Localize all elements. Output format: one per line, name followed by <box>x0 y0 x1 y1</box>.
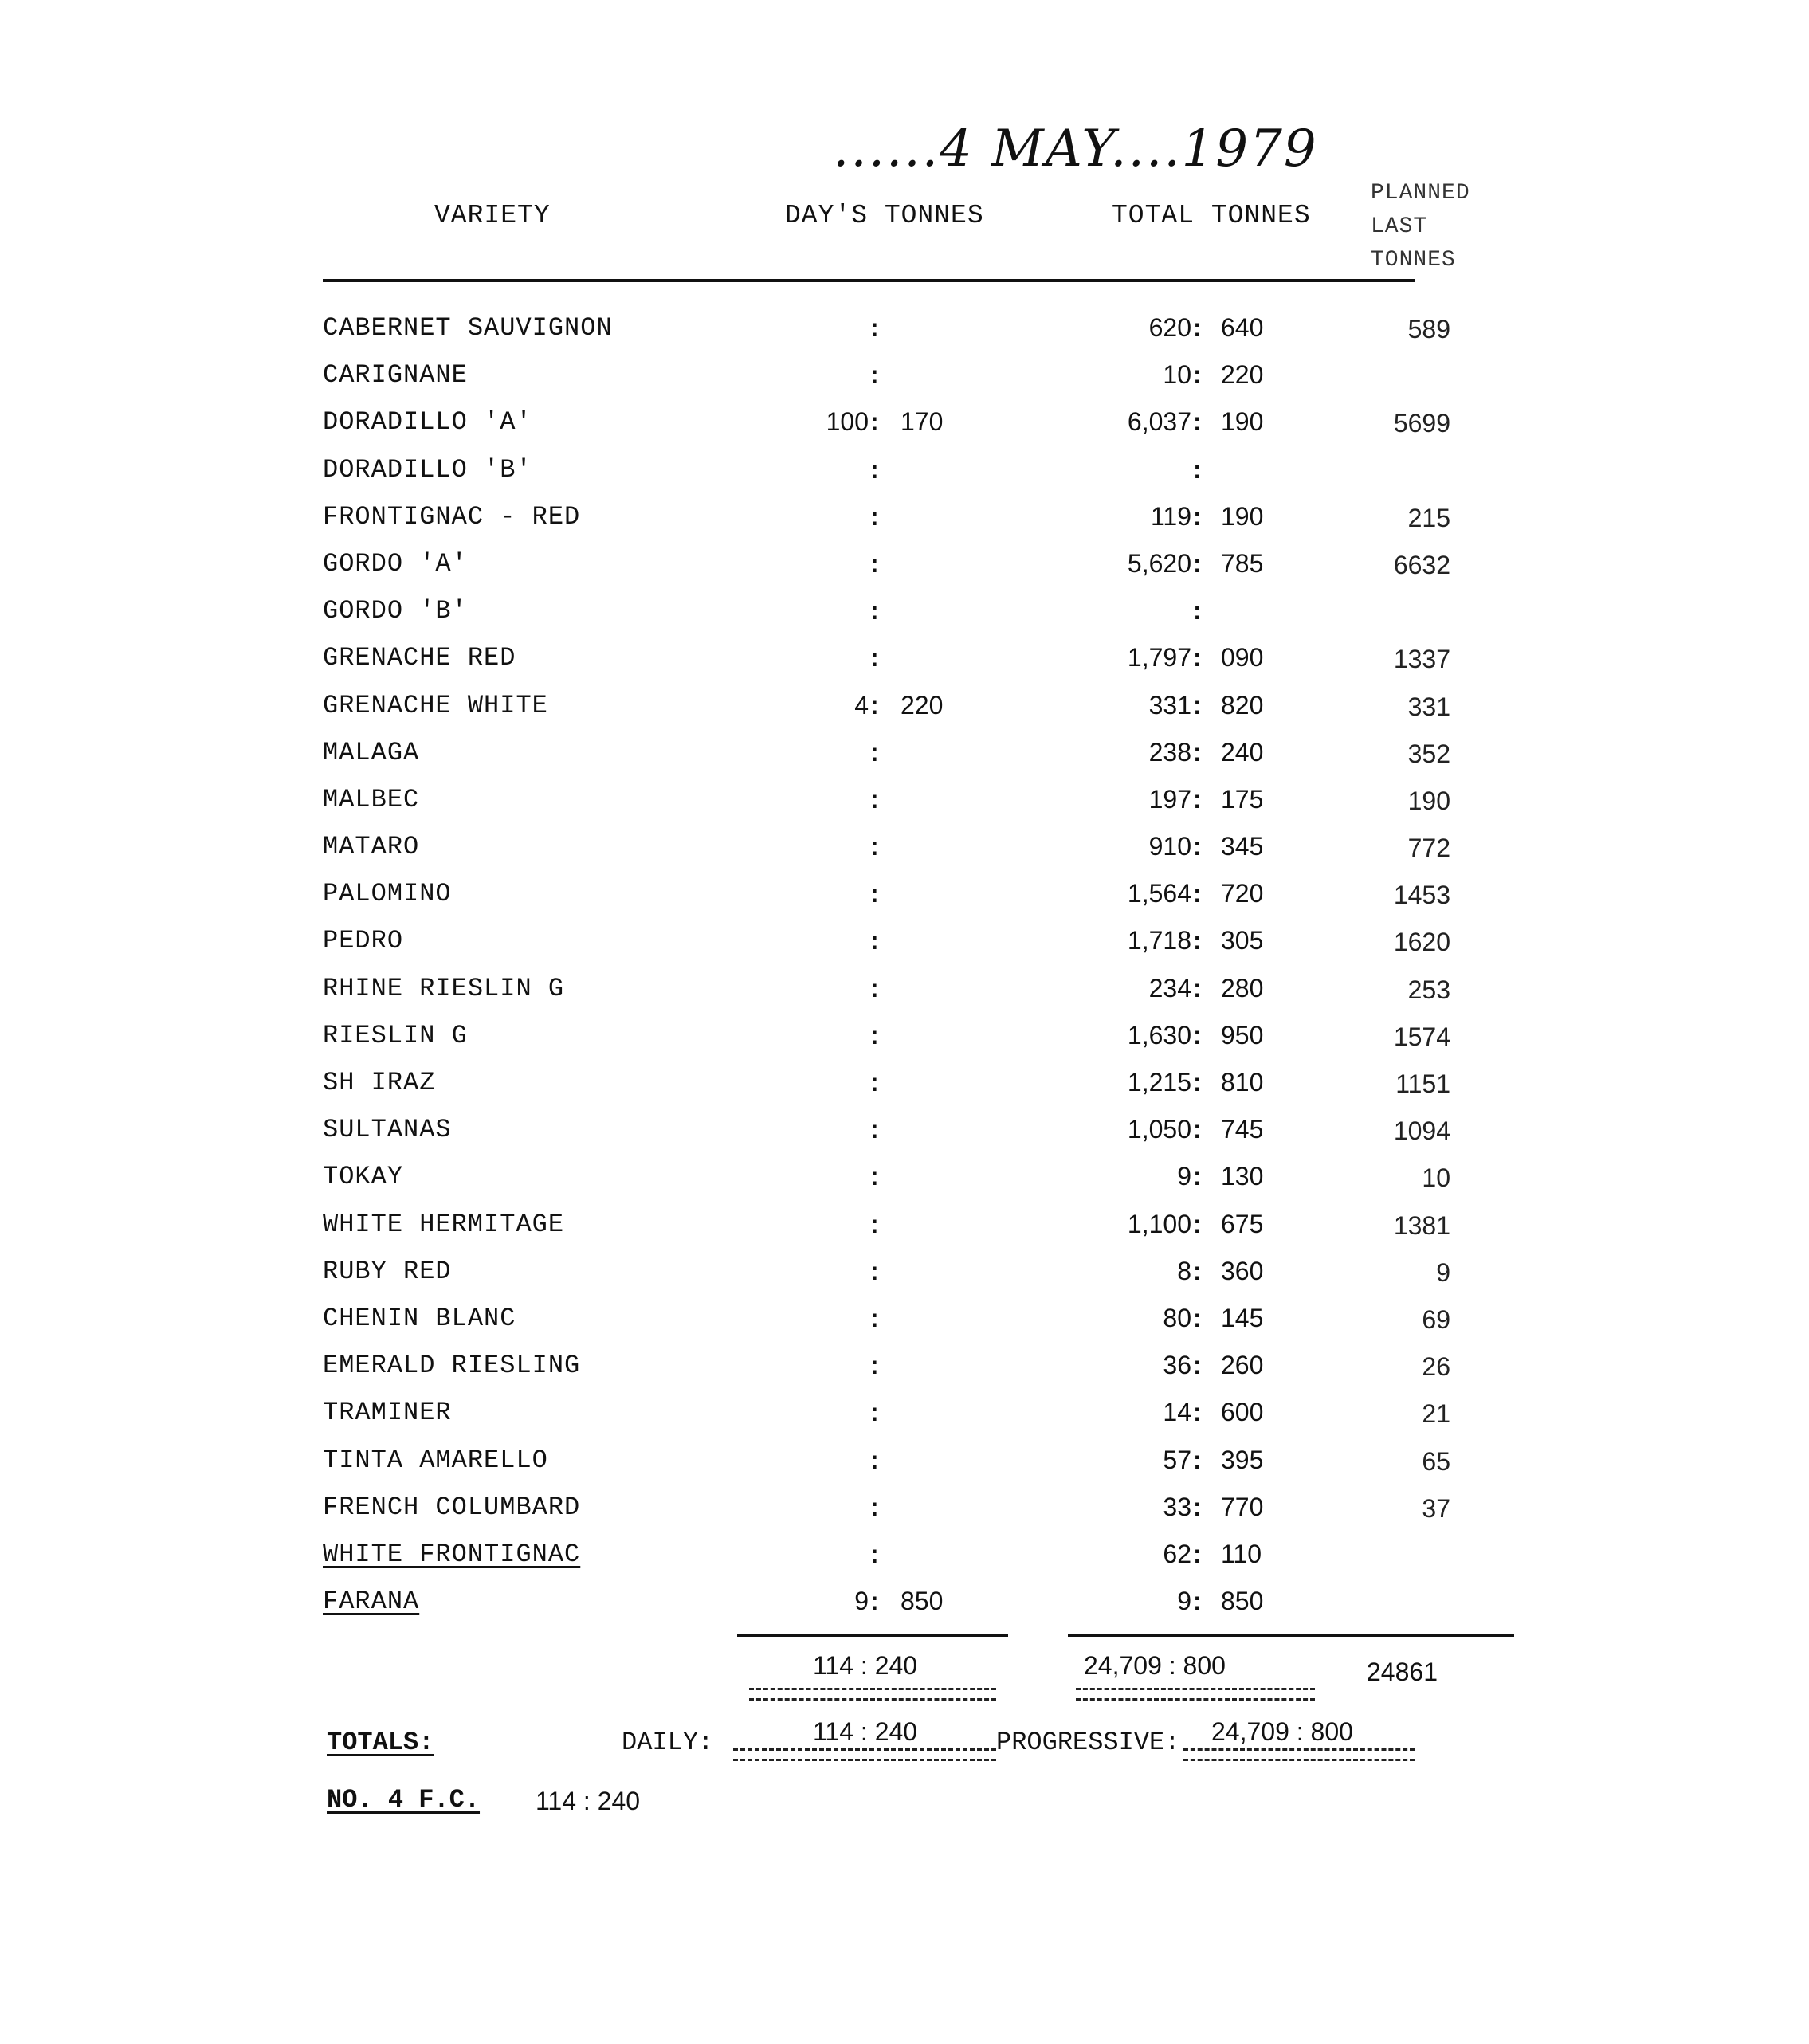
total-tonnes-whole: 9 <box>1177 1587 1191 1616</box>
total-tonnes-separator: : <box>1193 832 1202 861</box>
planned-tonnes: 215 <box>1407 503 1450 532</box>
total-tonnes-part: 145 <box>1221 1303 1264 1332</box>
days-tonnes-separator: : <box>870 1068 879 1097</box>
variety-name: SULTANAS <box>323 1115 452 1145</box>
planned-tonnes: 1337 <box>1393 645 1450 674</box>
table-row <box>0 967 1809 1014</box>
planned-tonnes: 772 <box>1407 834 1450 863</box>
total-tonnes-part: 675 <box>1221 1209 1264 1238</box>
total-tonnes-part: 950 <box>1221 1020 1264 1049</box>
table-row <box>0 307 1809 354</box>
total-tonnes-separator: : <box>1193 501 1202 531</box>
total-tonnes-part: 850 <box>1221 1587 1264 1616</box>
planned-tonnes: 65 <box>1422 1446 1450 1476</box>
column-header-planned-line3: TONNES <box>1371 248 1456 273</box>
days-tonnes-separator: : <box>870 1539 879 1568</box>
column-header-planned <box>1371 177 1490 277</box>
total-tonnes-part: 770 <box>1221 1492 1264 1521</box>
total-tonnes-separator: : <box>1193 313 1202 342</box>
planned-tonnes: 69 <box>1422 1304 1450 1334</box>
days-tonnes-separator: : <box>870 643 879 673</box>
total-tonnes-separator: : <box>1193 1068 1202 1097</box>
total-tonnes-part: 360 <box>1221 1256 1264 1285</box>
total-tonnes-part: 090 <box>1221 643 1264 673</box>
planned-tonnes: 1620 <box>1393 928 1450 957</box>
variety-name: FRONTIGNAC - RED <box>323 501 581 532</box>
total-tonnes-separator: : <box>1193 1492 1202 1521</box>
total-tonnes-separator: : <box>1193 1020 1202 1049</box>
total-tonnes-part: 395 <box>1221 1445 1264 1474</box>
table-row <box>0 1203 1809 1250</box>
total-tonnes-whole: 1,215 <box>1127 1068 1191 1097</box>
total-tonnes-whole: 80 <box>1163 1303 1191 1332</box>
total-tonnes-separator: : <box>1193 690 1202 720</box>
variety-name: DORADILLO 'B' <box>323 454 532 485</box>
total-tonnes-part: 820 <box>1221 690 1264 720</box>
total-tonnes-part: 190 <box>1221 407 1264 437</box>
table-row <box>0 1344 1809 1391</box>
day-total-value: 114 : 240 <box>813 1651 918 1680</box>
total-tonnes-whole: 10 <box>1163 360 1191 390</box>
total-sum-rule <box>1068 1634 1514 1637</box>
table-row <box>0 1391 1809 1438</box>
planned-tonnes: 26 <box>1422 1352 1450 1382</box>
day-total-double-rule <box>749 1688 996 1701</box>
total-tonnes-part: 600 <box>1221 1398 1264 1427</box>
report-date: ......4 MAY....1979 <box>833 120 1318 179</box>
total-tonnes-separator: : <box>1193 1209 1202 1238</box>
no4-fc-value: 114 : 240 <box>536 1787 641 1815</box>
days-tonnes-whole: 9 <box>854 1587 869 1616</box>
variety-table <box>0 307 1809 1627</box>
planned-tonnes: 5699 <box>1393 409 1450 438</box>
total-tonnes-part: 280 <box>1221 973 1264 1002</box>
total-tonnes-separator: : <box>1193 1256 1202 1285</box>
total-tonnes-separator: : <box>1193 784 1202 814</box>
days-tonnes-separator: : <box>870 926 879 955</box>
column-header-planned-line1: PLANNED <box>1371 181 1470 206</box>
total-tonnes-whole: 1,718 <box>1127 926 1191 955</box>
total-tonnes-separator: : <box>1193 1398 1202 1427</box>
variety-name: GORDO 'B' <box>323 596 468 626</box>
variety-name: SH IRAZ <box>323 1068 436 1097</box>
variety-name: MALAGA <box>323 737 420 767</box>
table-row <box>0 1297 1809 1344</box>
days-tonnes-part: 220 <box>901 690 944 720</box>
variety-name: CHENIN BLANC <box>323 1303 516 1333</box>
no4-fc-label: NO. 4 F.C. <box>327 1785 481 1814</box>
daily-double-rule <box>733 1748 996 1761</box>
total-tonnes-whole: 1,630 <box>1127 1020 1191 1049</box>
planned-tonnes: 9 <box>1436 1257 1450 1287</box>
days-tonnes-separator: : <box>870 973 879 1002</box>
variety-name: PALOMINO <box>323 879 452 909</box>
days-tonnes-separator: : <box>870 1162 879 1191</box>
table-row <box>0 496 1809 543</box>
variety-name: RIESLIN G <box>323 1020 468 1050</box>
days-tonnes-separator: : <box>870 737 879 767</box>
days-tonnes-separator: : <box>870 1398 879 1427</box>
variety-name: EMERALD RIESLING <box>323 1351 581 1381</box>
days-tonnes-separator: : <box>870 1587 879 1616</box>
table-row <box>0 1061 1809 1108</box>
total-tonnes-separator: : <box>1193 596 1202 626</box>
variety-name: WHITE FRONTIGNAC <box>323 1539 581 1569</box>
planned-tonnes: 331 <box>1407 692 1450 721</box>
table-row <box>0 732 1809 779</box>
days-tonnes-separator: : <box>870 313 879 342</box>
days-tonnes-separator: : <box>870 1020 879 1049</box>
total-tonnes-whole: 1,050 <box>1127 1115 1191 1144</box>
days-tonnes-separator: : <box>870 1303 879 1332</box>
total-tonnes-part: 785 <box>1221 548 1264 578</box>
days-tonnes-separator: : <box>870 690 879 720</box>
total-tonnes-separator: : <box>1193 1445 1202 1474</box>
total-tonnes-separator: : <box>1193 1351 1202 1380</box>
total-tonnes-whole: 234 <box>1148 973 1191 1002</box>
variety-name: WHITE HERMITAGE <box>323 1209 565 1239</box>
planned-total-value: 24861 <box>1367 1658 1438 1686</box>
planned-tonnes: 190 <box>1407 786 1450 815</box>
variety-name: GORDO 'A' <box>323 548 468 579</box>
total-tonnes-whole: 33 <box>1163 1492 1191 1521</box>
table-row <box>0 1155 1809 1202</box>
days-tonnes-separator: : <box>870 879 879 908</box>
planned-tonnes: 589 <box>1407 315 1450 343</box>
variety-name: DORADILLO 'A' <box>323 407 532 437</box>
planned-tonnes: 1453 <box>1393 881 1450 910</box>
total-tonnes-separator: : <box>1193 407 1202 437</box>
total-tonnes-whole: 1,797 <box>1127 643 1191 673</box>
days-tonnes-separator: : <box>870 548 879 578</box>
total-tonnes-whole: 331 <box>1148 690 1191 720</box>
total-tonnes-part: 720 <box>1221 879 1264 908</box>
total-tonnes-whole: 62 <box>1163 1539 1191 1568</box>
total-tonnes-separator: : <box>1193 454 1202 484</box>
variety-name: TRAMINER <box>323 1398 452 1428</box>
total-tonnes-whole: 57 <box>1163 1445 1191 1474</box>
table-row <box>0 685 1809 732</box>
total-tonnes-whole: 620 <box>1148 313 1191 342</box>
total-tonnes-whole: 36 <box>1163 1351 1191 1380</box>
days-tonnes-whole: 4 <box>854 690 869 720</box>
days-tonnes-separator: : <box>870 832 879 861</box>
total-tonnes-whole: 14 <box>1163 1398 1191 1427</box>
progressive-value: 24,709 : 800 <box>1211 1717 1353 1746</box>
days-tonnes-separator: : <box>870 1115 879 1144</box>
grand-total-double-rule <box>1076 1688 1315 1701</box>
variety-name: MALBEC <box>323 784 420 814</box>
planned-tonnes: 253 <box>1407 975 1450 1004</box>
planned-tonnes: 1151 <box>1395 1069 1450 1098</box>
variety-name: RHINE RIESLIN G <box>323 973 565 1003</box>
table-row <box>0 1533 1809 1580</box>
table-row <box>0 1580 1809 1627</box>
days-tonnes-separator: : <box>870 1492 879 1521</box>
total-tonnes-part: 220 <box>1221 360 1264 390</box>
variety-name: TINTA AMARELLO <box>323 1445 548 1475</box>
total-tonnes-separator: : <box>1193 879 1202 908</box>
planned-tonnes: 10 <box>1422 1163 1450 1193</box>
total-tonnes-separator: : <box>1193 360 1202 390</box>
variety-name: TOKAY <box>323 1162 404 1192</box>
column-header-variety: VARIETY <box>434 201 551 230</box>
daily-label: DAILY: <box>622 1728 714 1757</box>
table-row <box>0 826 1809 873</box>
day-sum-rule <box>737 1634 1008 1637</box>
total-tonnes-whole: 197 <box>1148 784 1191 814</box>
planned-tonnes: 37 <box>1422 1493 1450 1523</box>
days-tonnes-separator: : <box>870 1256 879 1285</box>
total-tonnes-part: 110 <box>1221 1539 1262 1568</box>
total-tonnes-whole: 119 <box>1150 501 1191 531</box>
planned-tonnes: 1381 <box>1393 1210 1450 1240</box>
total-tonnes-separator: : <box>1193 548 1202 578</box>
table-row <box>0 920 1809 967</box>
days-tonnes-separator: : <box>870 454 879 484</box>
days-tonnes-separator: : <box>870 501 879 531</box>
daily-value: 114 : 240 <box>813 1717 918 1746</box>
total-tonnes-separator: : <box>1193 1162 1202 1191</box>
days-tonnes-whole: 100 <box>826 407 869 437</box>
planned-tonnes: 352 <box>1407 739 1450 768</box>
days-tonnes-separator: : <box>870 596 879 626</box>
variety-name: PEDRO <box>323 926 404 956</box>
table-row <box>0 354 1809 401</box>
column-header-planned-line2: LAST <box>1371 214 1428 239</box>
total-tonnes-part: 190 <box>1221 501 1264 531</box>
column-header-total-tonnes: TOTAL TONNES <box>1112 201 1311 230</box>
planned-tonnes: 21 <box>1422 1399 1450 1429</box>
progressive-label: PROGRESSIVE: <box>996 1728 1180 1757</box>
table-row <box>0 1439 1809 1486</box>
total-tonnes-part: 345 <box>1221 832 1264 861</box>
total-tonnes-separator: : <box>1193 926 1202 955</box>
total-tonnes-part: 810 <box>1221 1068 1264 1097</box>
planned-tonnes: 1094 <box>1393 1116 1450 1146</box>
days-tonnes-separator: : <box>870 1209 879 1238</box>
days-tonnes-separator: : <box>870 360 879 390</box>
planned-tonnes: 1574 <box>1393 1022 1450 1051</box>
table-row <box>0 1014 1809 1061</box>
table-row <box>0 1486 1809 1533</box>
total-tonnes-part: 260 <box>1221 1351 1264 1380</box>
total-tonnes-separator: : <box>1193 1303 1202 1332</box>
days-tonnes-separator: : <box>870 407 879 437</box>
total-tonnes-whole: 8 <box>1177 1256 1191 1285</box>
variety-name: MATARO <box>323 832 420 862</box>
table-row <box>0 779 1809 826</box>
variety-name: RUBY RED <box>323 1256 452 1286</box>
days-tonnes-separator: : <box>870 1351 879 1380</box>
total-tonnes-part: 745 <box>1221 1115 1264 1144</box>
days-tonnes-part: 170 <box>901 407 944 437</box>
total-tonnes-whole: 910 <box>1148 832 1191 861</box>
column-header-days-tonnes: DAY'S TONNES <box>785 201 984 230</box>
totals-label: TOTALS: <box>327 1728 434 1757</box>
total-tonnes-separator: : <box>1193 643 1202 673</box>
total-tonnes-whole: 238 <box>1148 737 1191 767</box>
table-row <box>0 1108 1809 1155</box>
table-row <box>0 543 1809 590</box>
total-tonnes-separator: : <box>1193 973 1202 1002</box>
variety-name: GRENACHE RED <box>323 643 516 673</box>
total-tonnes-separator: : <box>1193 737 1202 767</box>
table-row <box>0 449 1809 496</box>
total-tonnes-whole: 9 <box>1177 1162 1191 1191</box>
total-tonnes-whole: 5,620 <box>1127 548 1191 578</box>
planned-tonnes: 6632 <box>1393 550 1450 579</box>
table-row <box>0 873 1809 920</box>
table-row <box>0 590 1809 637</box>
total-tonnes-separator: : <box>1193 1115 1202 1144</box>
total-tonnes-part: 130 <box>1221 1162 1264 1191</box>
variety-name: FARANA <box>323 1587 420 1617</box>
variety-name: CABERNET SAUVIGNON <box>323 313 613 343</box>
total-tonnes-part: 240 <box>1221 737 1264 767</box>
variety-name: FRENCH COLUMBARD <box>323 1492 581 1522</box>
grand-total-value: 24,709 : 800 <box>1084 1651 1226 1680</box>
days-tonnes-separator: : <box>870 784 879 814</box>
total-tonnes-separator: : <box>1193 1587 1202 1616</box>
total-tonnes-part: 640 <box>1221 313 1264 342</box>
days-tonnes-separator: : <box>870 1445 879 1474</box>
total-tonnes-part: 305 <box>1221 926 1264 955</box>
table-row <box>0 401 1809 448</box>
total-tonnes-part: 175 <box>1221 784 1264 814</box>
progressive-double-rule <box>1183 1748 1415 1761</box>
days-tonnes-part: 850 <box>901 1587 944 1616</box>
total-tonnes-whole: 1,100 <box>1127 1209 1191 1238</box>
variety-name: GRENACHE WHITE <box>323 690 548 720</box>
table-row <box>0 637 1809 684</box>
total-tonnes-separator: : <box>1193 1539 1202 1568</box>
variety-name: CARIGNANE <box>323 360 468 390</box>
total-tonnes-whole: 1,564 <box>1127 879 1191 908</box>
header-rule <box>323 279 1415 282</box>
table-row <box>0 1250 1809 1297</box>
total-tonnes-whole: 6,037 <box>1127 407 1191 437</box>
